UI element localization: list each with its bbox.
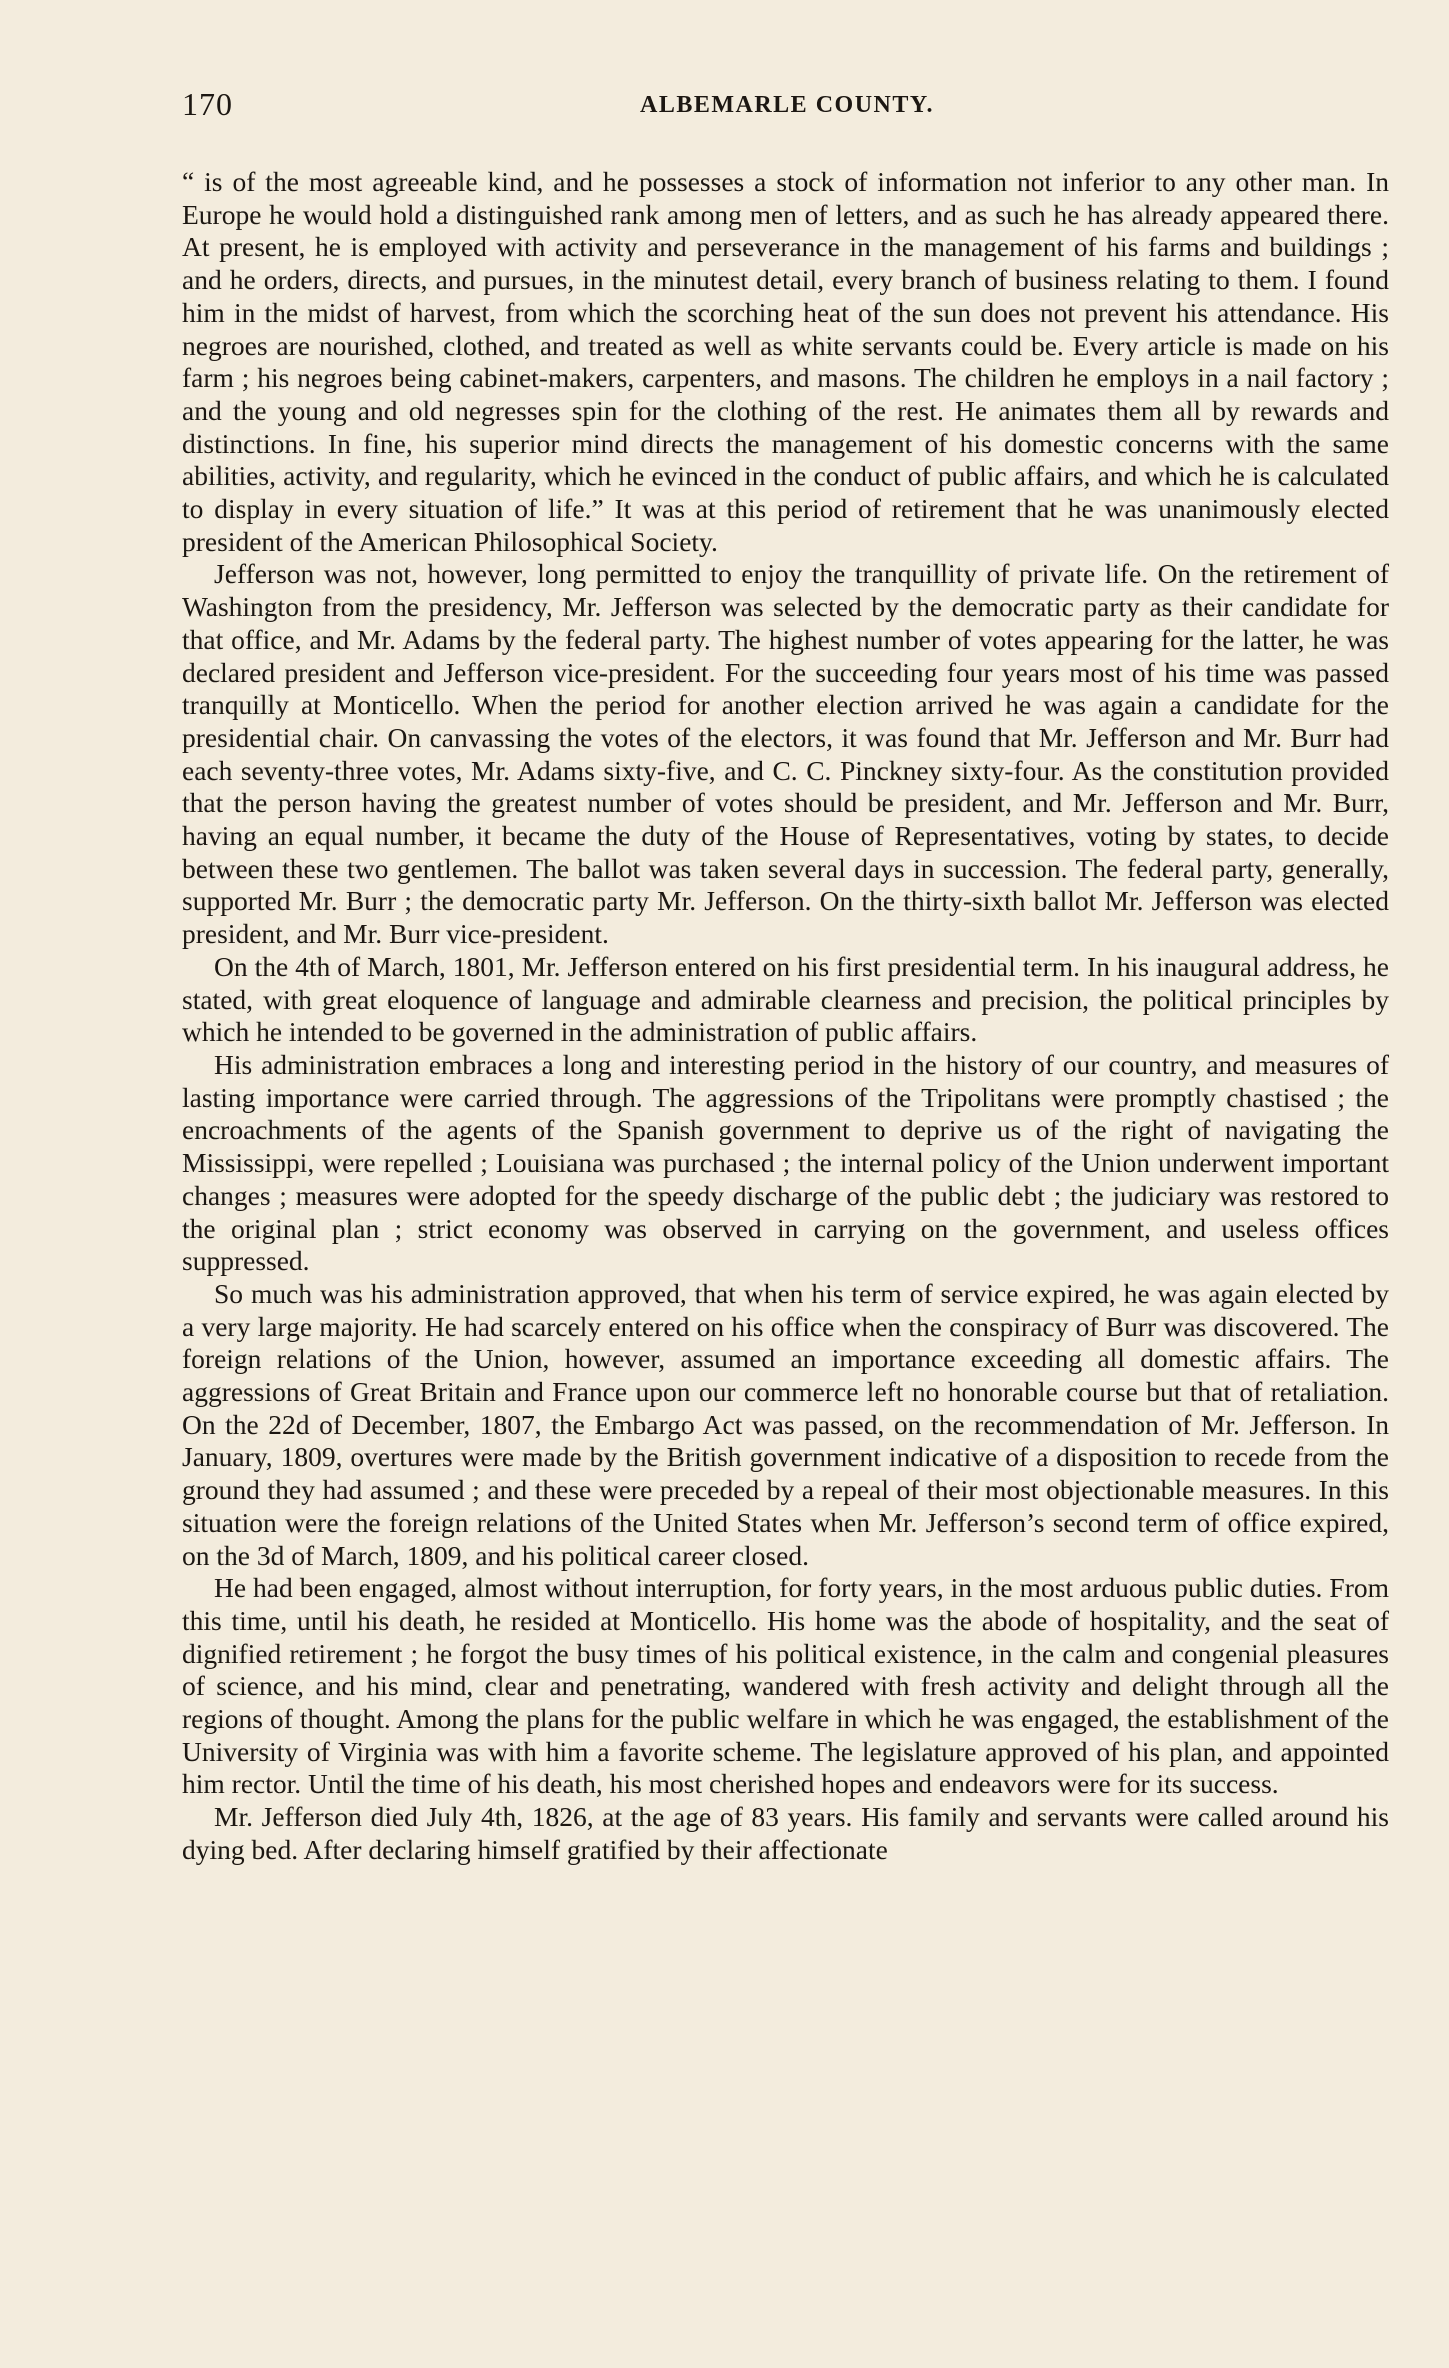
- paragraph-election-1800: Jefferson was not, however, long permitted to enjoy the tranquillity of private life. On the retirement of Washington from the presidency, Mr. Jefferson was selected by the democratic party as their candidate for that office, and Mr. Adams by the federal party. The highest number of votes appearing for the latter, he was declared president and Jefferson vice-president. For the succeeding four years most of his time was passed tranquilly at Monticello. When the period for another election arrived he was again a candidate for the presidential chair. On canvassing the votes of the electors, it was found that Mr. Jefferson and Mr. Burr had each seventy-three votes, Mr. Adams sixty-five, and C. C. Pinckney sixty-four. As the constitution provided that the person having the greatest number of votes should be president, and Mr. Jefferson and Mr. Burr, having an equal number, it became the duty of the House of Representatives, voting by states, to decide between these two gentlemen. The ballot was taken several days in succession. The federal party, generally, supported Mr. Burr ; the democratic party Mr. Jefferson. On the thirty-sixth ballot Mr. Jefferson was elected president, and Mr. Burr vice-president.: [182, 558, 1389, 950]
- paragraph-administration: His administration embraces a long and interesting period in the history of our country, and measures of lasting importance were carried through. The aggressions of the Tripolitans were promptly chastised ; the encroachments of the agents of the Spanish government to deprive us of the right of navigating the Mississippi, were repelled ; Louisiana was purchased ; the internal policy of the Union underwent important changes ; measures were adopted for the speedy discharge of the public debt ; the judiciary was restored to the original plan ; strict economy was observed in carrying on the government, and useless offices suppressed.: [182, 1048, 1389, 1277]
- paragraph-quotation-continued: “ is of the most agreeable kind, and he possesses a stock of information not inferior to any other man. In Europe he would hold a distinguished rank among men of letters, and as such he has already appeared there. At present, he is employed with activity and perseverance in the management of his farms and buildings ; and he orders, directs, and pursues, in the minutest detail, every branch of business relating to them. I found him in the midst of harvest, from which the scorching heat of the sun does not prevent his attendance. His negroes are nourished, clothed, and treated as well as white servants could be. Every article is made on his farm ; his negroes being cabinet-makers, carpenters, and masons. The children he employs in a nail factory ; and the young and old negresses spin for the clothing of the rest. He animates them all by rewards and distinctions. In fine, his superior mind directs the management of his domestic concerns with the same abilities, activity, and regularity, which he evinced in the conduct of public affairs, and which he is calculated to display in every situation of life.” It was at this period of retirement that he was unanimously elected president of the American Philosophical Society.: [182, 166, 1389, 557]
- running-title: ALBEMARLE COUNTY.: [640, 92, 934, 118]
- running-head: [182, 86, 1392, 130]
- paragraph-first-term: On the 4th of March, 1801, Mr. Jefferson entered on his first presidential term. In his inaugural address, he stated, with great eloquence of language and admirable clearness and precision, the political principles by which he intended to be governed in the administration of public affairs.: [182, 950, 1389, 1048]
- page-number: 170: [182, 86, 233, 122]
- paragraph-death: Mr. Jefferson died July 4th, 1826, at the age of 83 years. His family and servants were called around his dying bed. After declaring himself gratified by their affectionate: [182, 1801, 1389, 1865]
- paragraph-second-term: So much was his administration approved, that when his term of service expired, he was again elected by a very large majority. He had scarcely entered on his office when the conspiracy of Burr was discovered. The foreign relations of the Union, however, assumed an importance exceeding all domestic affairs. The aggressions of Great Britain and France upon our commerce left no honorable course but that of retaliation. On the 22d of December, 1807, the Embargo Act was passed, on the recommendation of Mr. Jefferson. In January, 1809, overtures were made by the British government indicative of a disposition to recede from the ground they had assumed ; and these were preceded by a repeal of their most objectionable measures. In this situation were the foreign relations of the United States when Mr. Jefferson’s second term of office expired, on the 3d of March, 1809, and his political career closed.: [182, 1277, 1389, 1571]
- paragraph-retirement: He had been engaged, almost without interruption, for forty years, in the most arduous public duties. From this time, until his death, he resided at Monticello. His home was the abode of hospitality, and the seat of dignified retirement ; he forgot the busy times of his political existence, in the calm and congenial pleasures of science, and his mind, clear and penetrating, wandered with fresh activity and delight through all the regions of thought. Among the plans for the public welfare in which he was engaged, the establishment of the University of Virginia was with him a favorite scheme. The legislature approved of his plan, and appointed him rector. Until the time of his death, his most cherished hopes and endeavors were for its success.: [182, 1572, 1389, 1800]
- body-text: [182, 166, 1389, 1867]
